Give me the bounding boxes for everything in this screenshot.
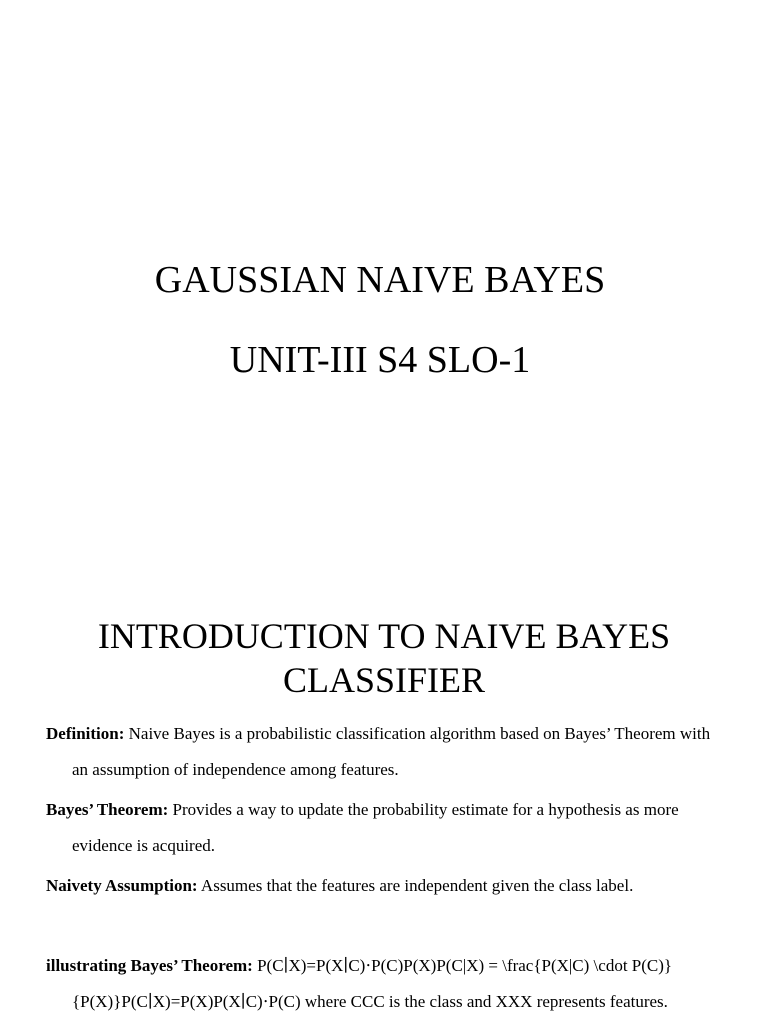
naivety-assumption-label: Naivety Assumption: [46,876,198,895]
definition-label: Definition: [46,724,125,743]
illustrating-bayes-label: illustrating Bayes’ Theorem: [46,956,253,975]
naivety-assumption-text: Assumes that the features are independent given the class label. [197,876,634,895]
illustrating-bayes-text: P(C∣X)=P(X∣C)⋅P(C)P(X)P(C|X) = \frac{P(X|C) \cdot P(C)}{P(X)}P(C∣X)=P(X)P(X∣C)⋅P(C) where CCC is the class and XXX represents features. [72,956,673,1011]
bayes-theorem-text: Provides a way to update the probability estimate for a hypothesis as more evidence is acquired. [72,800,679,855]
illustrating-bayes-paragraph [46,948,726,1020]
document-title: GAUSSIAN NAIVE BAYES [154,259,606,301]
bayes-theorem-paragraph [46,792,726,864]
naivety-assumption-paragraph [46,868,726,904]
bayes-theorem-label: Bayes’ Theorem: [46,800,169,819]
definition-text: Naive Bayes is a probabilistic classification algorithm based on Bayes’ Theorem with an assumption of independence among features. [72,724,711,779]
section-heading: INTRODUCTION TO NAIVE BAYES CLASSIFIER [97,616,671,700]
definition-paragraph [46,716,726,788]
document-subtitle: UNIT-III S4 SLO-1 [229,339,531,381]
